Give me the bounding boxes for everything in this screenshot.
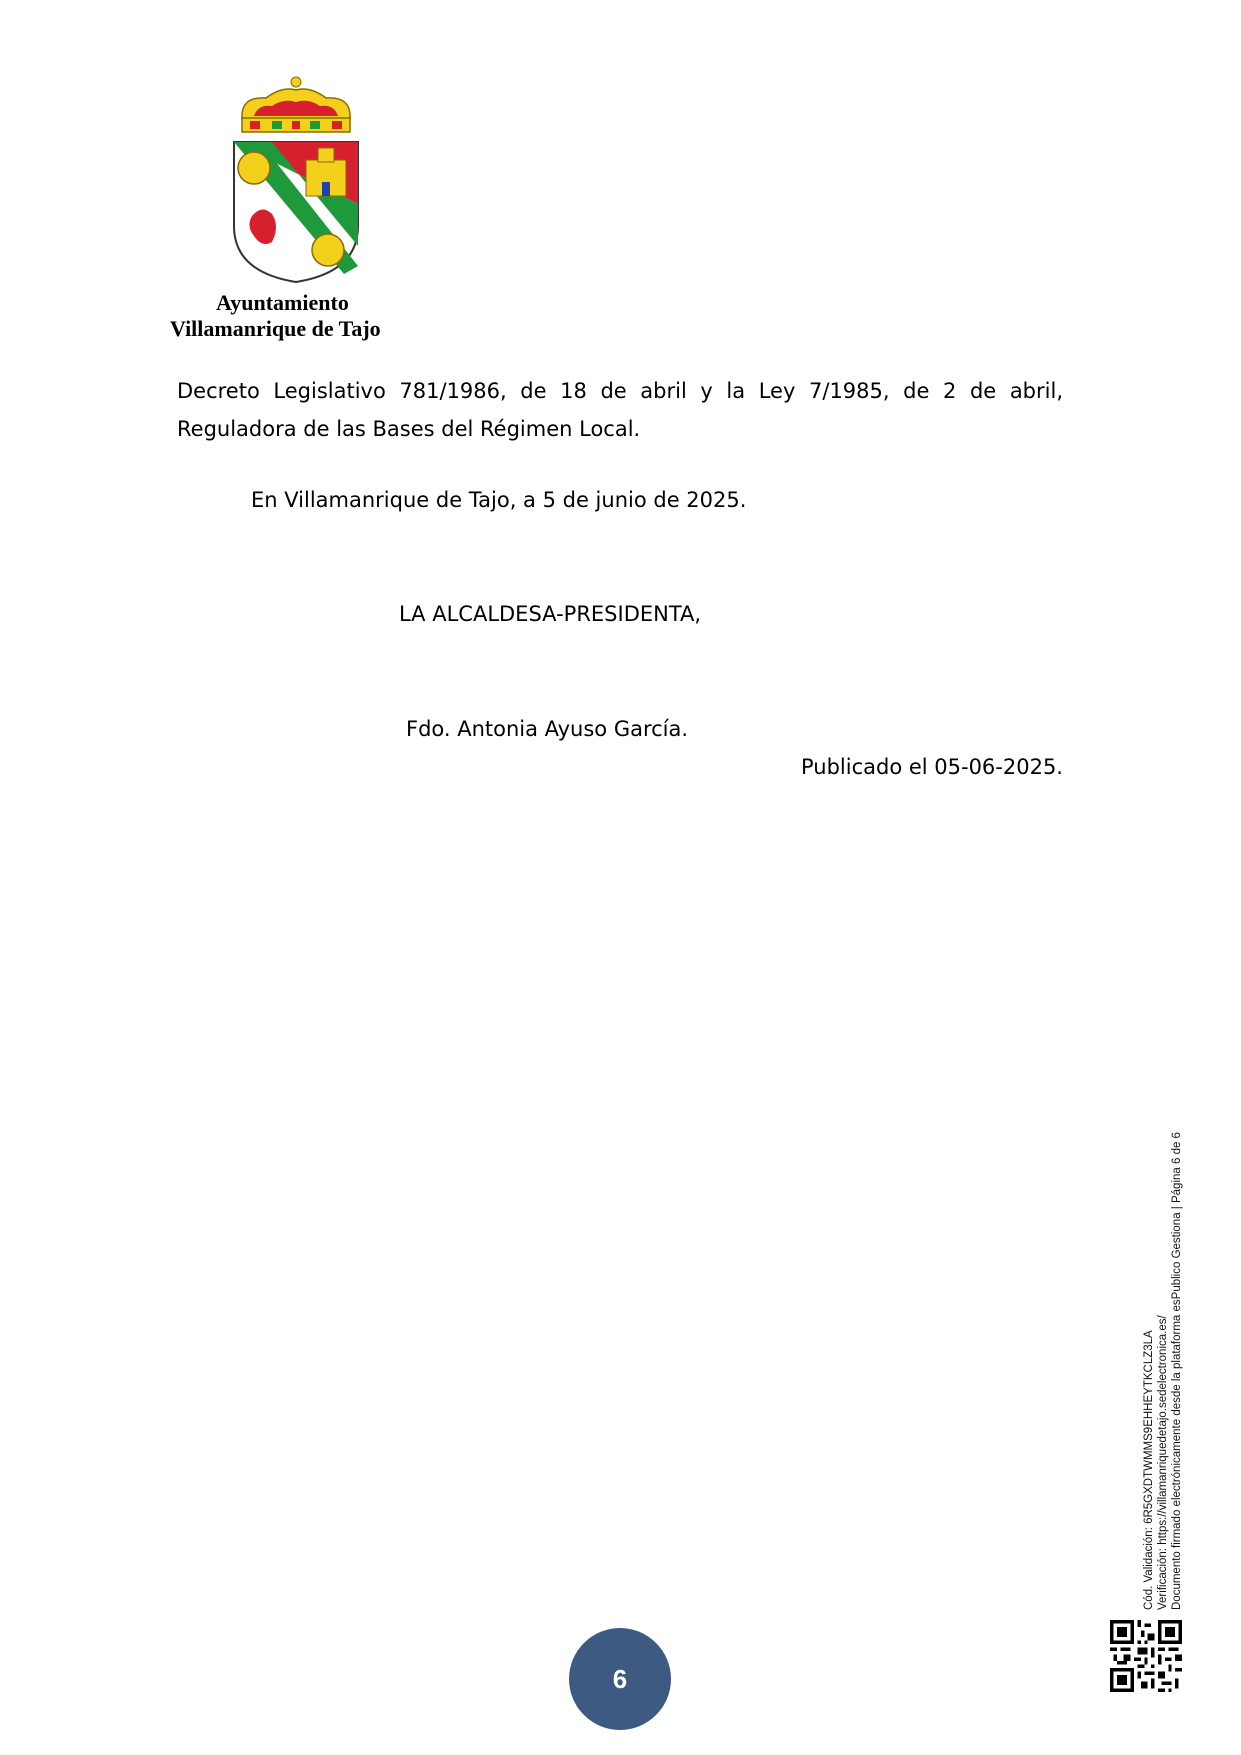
verification-url: Verificación: https://villamanriquedetajo.sedelectronica.es/ bbox=[1157, 1315, 1169, 1610]
qr-code-icon bbox=[1110, 1620, 1182, 1692]
paragraph-line-2: Reguladora de las Bases del Régimen Local. bbox=[177, 417, 641, 441]
signatory-name: Fdo. Antonia Ayuso García. bbox=[406, 717, 689, 741]
legal-reference-paragraph bbox=[177, 372, 1063, 448]
org-line-1: Ayuntamiento bbox=[216, 290, 349, 315]
coat-of-arms-icon bbox=[232, 76, 360, 286]
paragraph-line-1: Decreto Legislativo 781/1986, de 18 de abril y la Ley 7/1985, de 2 de abril, bbox=[177, 379, 1063, 403]
page-number: 6 bbox=[612, 1663, 628, 1694]
org-line-2: Villamanrique de Tajo bbox=[170, 316, 381, 341]
validation-code: Cód. Validación: 6R5GXDTWMMS9EHHEYTKCLZ3LA bbox=[1143, 1330, 1155, 1610]
organization-name bbox=[170, 290, 430, 342]
page-number-badge bbox=[569, 1628, 671, 1730]
validation-side-note bbox=[1142, 1132, 1184, 1610]
publication-date: Publicado el 05-06-2025. bbox=[800, 755, 1063, 779]
signatory-role: LA ALCALDESA-PRESIDENTA, bbox=[399, 602, 702, 626]
place-and-date: En Villamanrique de Tajo, a 5 de junio de 2025. bbox=[251, 488, 747, 512]
signature-note: Documento firmado electrónicamente desde la plataforma esPublico Gestiona | Página 6 de 6 bbox=[1171, 1132, 1183, 1610]
